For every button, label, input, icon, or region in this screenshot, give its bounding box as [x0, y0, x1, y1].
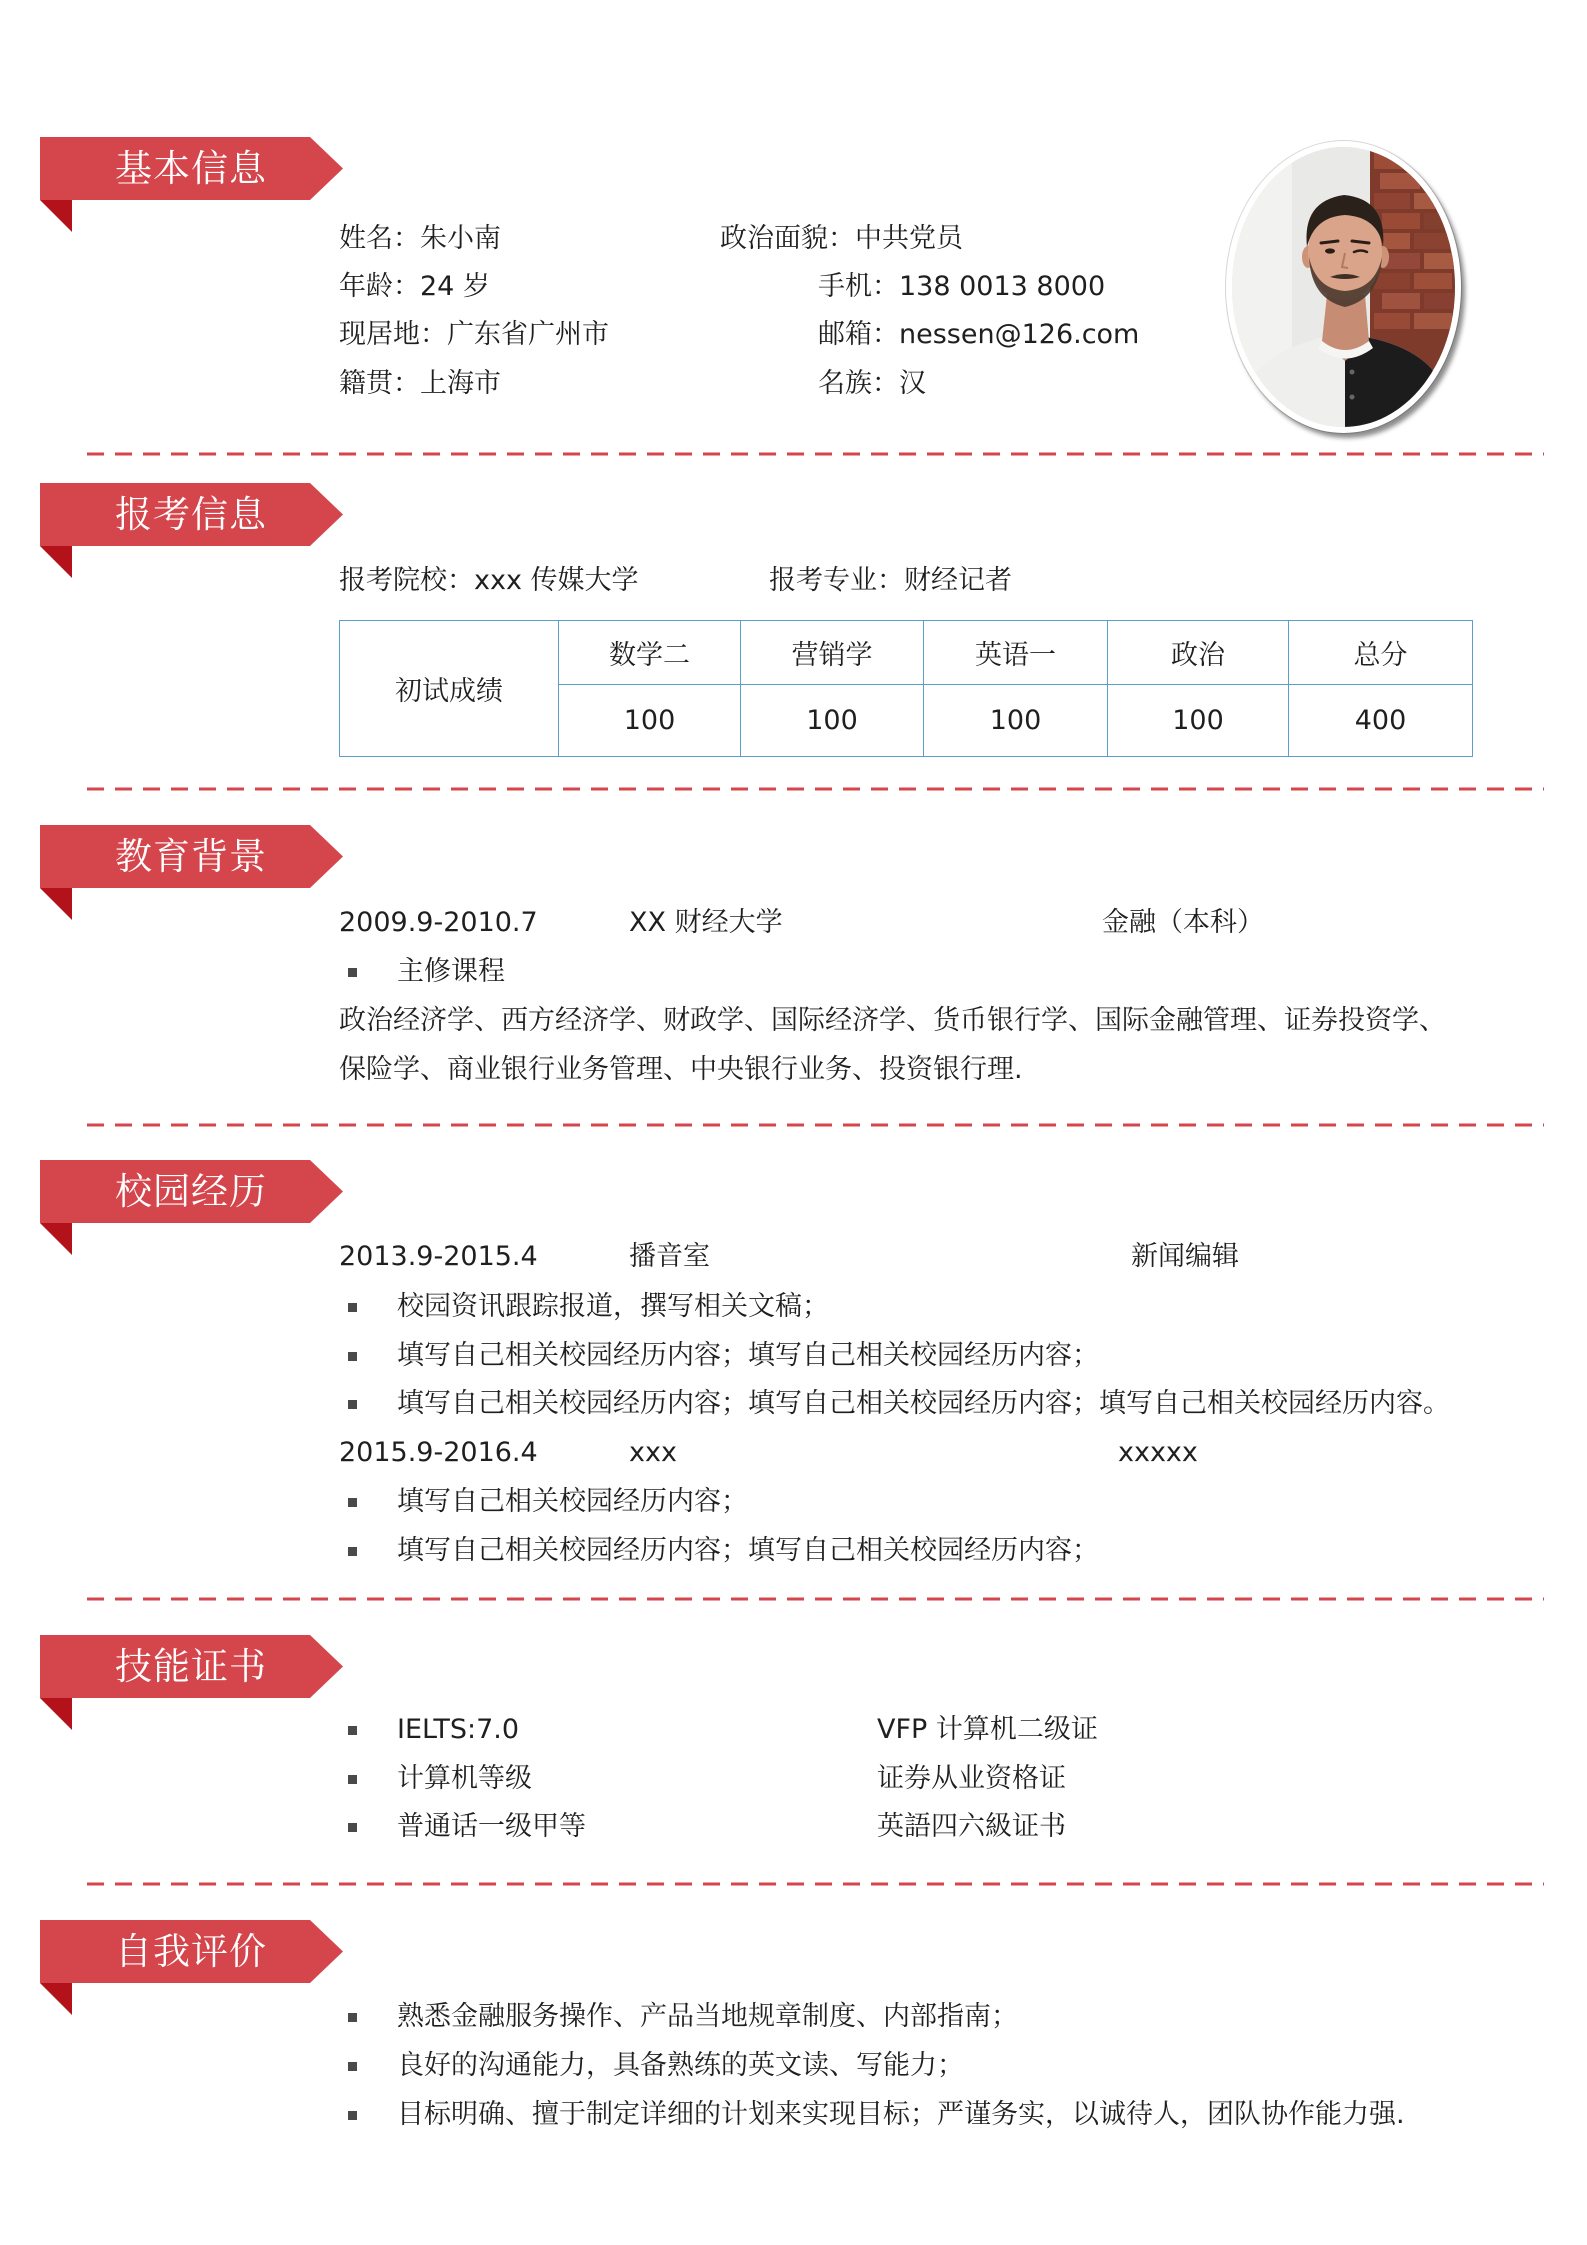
column-header-cell: 政治	[1108, 621, 1289, 685]
section-title-education: 教育背景	[115, 835, 267, 878]
list-item	[348, 1336, 1099, 1376]
bullet-icon	[348, 1303, 357, 1312]
skill-text: 计算机等级	[397, 1763, 532, 1794]
education-school: XX 财经大学	[629, 907, 783, 938]
field-label: 年龄：	[339, 271, 420, 302]
profile-photo	[1226, 141, 1461, 433]
campus-organization: 播音室	[629, 1241, 710, 1272]
section-title-exam-info: 报考信息	[115, 493, 267, 536]
section-title-basic-info: 基本信息	[115, 147, 267, 190]
section-banner-self-evaluation	[40, 1920, 343, 2015]
field-label: 名族：	[818, 368, 899, 399]
field-target-major	[769, 561, 1012, 601]
section-banner-exam-info	[40, 483, 343, 578]
field-value: 汉	[899, 368, 926, 399]
column-header-cell: 数学二	[559, 621, 741, 685]
column-header-cell: 营销学	[741, 621, 924, 685]
campus-period: 2015.9-2016.4	[339, 1437, 538, 1468]
section-title-self-evaluation: 自我评价	[115, 1930, 267, 1973]
campus-role: xxxxx	[1118, 1437, 1198, 1468]
field-political-status	[720, 219, 963, 259]
field-name	[339, 219, 501, 259]
field-label: 姓名：	[339, 223, 420, 254]
field-value: 138 0013 8000	[899, 271, 1106, 302]
field-value: 上海市	[420, 368, 501, 399]
list-item-text: 填写自己相关校园经历内容；	[397, 1486, 748, 1517]
table-header-row	[340, 621, 1473, 685]
education-major: 金融（本科）	[1102, 907, 1264, 938]
skill-text: 证券从业资格证	[877, 1763, 1066, 1794]
score-cell: 100	[1108, 685, 1289, 757]
list-item-text: 填写自己相关校园经历内容；填写自己相关校园经历内容；	[397, 1535, 1099, 1566]
bullet-icon	[348, 1547, 357, 1556]
bullet-icon	[348, 968, 357, 977]
field-label: 手机：	[818, 271, 899, 302]
list-item	[348, 1482, 748, 1522]
list-item-text: 填写自己相关校园经历内容；填写自己相关校园经历内容；	[397, 1340, 1099, 1371]
list-item	[348, 1759, 532, 1799]
section-banner-skills	[40, 1635, 343, 1730]
list-item	[348, 1997, 1018, 2037]
list-item	[348, 1287, 829, 1327]
section-divider	[87, 1597, 1544, 1601]
field-phone	[818, 267, 1105, 307]
field-residence	[339, 315, 609, 355]
column-header-cell: 英语一	[924, 621, 1108, 685]
list-item	[348, 1384, 1450, 1424]
skill-text: 英語四六級证书	[877, 1811, 1066, 1842]
field-value: 广东省广州市	[447, 319, 609, 350]
field-value: 财经记者	[904, 565, 1012, 596]
bullet-icon	[348, 1726, 357, 1735]
bullet-icon	[348, 1823, 357, 1832]
bullet-icon	[348, 1775, 357, 1784]
field-label: 邮箱：	[818, 319, 899, 350]
field-value: 中共党员	[855, 223, 963, 254]
courses-text-line: 政治经济学、西方经济学、财政学、国际经济学、货币银行学、国际金融管理、证券投资学、	[339, 1005, 1446, 1036]
field-age	[339, 267, 490, 307]
field-value: nessen@126.com	[899, 319, 1140, 350]
row-header-cell: 初试成绩	[340, 621, 559, 757]
score-cell: 100	[741, 685, 924, 757]
list-item-text: 良好的沟通能力，具备熟练的英文读、写能力；	[397, 2050, 964, 2081]
section-banner-campus	[40, 1160, 343, 1255]
section-title-skills: 技能证书	[115, 1645, 267, 1688]
field-label: 现居地：	[339, 319, 447, 350]
field-value: 朱小南	[420, 223, 501, 254]
list-item	[348, 1807, 586, 1847]
portrait-illustration	[1232, 147, 1455, 427]
list-item	[348, 2095, 1405, 2135]
courses-text-line: 保险学、商业银行业务管理、中央银行业务、投资银行理.	[339, 1054, 1023, 1085]
bullet-icon	[348, 1400, 357, 1409]
bullet-icon	[348, 2111, 357, 2120]
education-period: 2009.9-2010.7	[339, 907, 538, 938]
bullet-icon	[348, 1352, 357, 1361]
list-item	[348, 2046, 964, 2086]
total-score-cell: 400	[1289, 685, 1473, 757]
bullet-icon	[348, 1498, 357, 1507]
column-header-cell: 总分	[1289, 621, 1473, 685]
campus-period: 2013.9-2015.4	[339, 1241, 538, 1272]
section-banner-education	[40, 825, 343, 920]
list-item	[348, 1710, 519, 1750]
section-divider	[87, 452, 1544, 456]
exam-scores-table	[339, 620, 1473, 757]
field-label: 籍贯：	[339, 368, 420, 399]
section-banner-basic-info	[40, 137, 343, 232]
list-item-text: 熟悉金融服务操作、产品当地规章制度、内部指南；	[397, 2001, 1018, 2032]
section-divider	[87, 787, 1544, 791]
field-label: 报考院校：	[339, 565, 474, 596]
field-value: xxx 传媒大学	[474, 565, 639, 596]
score-cell: 100	[559, 685, 741, 757]
campus-organization: xxx	[629, 1437, 677, 1468]
list-item-text: 校园资讯跟踪报道，撰写相关文稿；	[397, 1291, 829, 1322]
list-item	[348, 1531, 1099, 1571]
field-hometown	[339, 364, 501, 404]
list-item	[348, 952, 505, 992]
field-value: 24 岁	[420, 271, 490, 302]
field-ethnicity	[818, 364, 926, 404]
section-divider	[87, 1882, 1544, 1886]
list-item-text: 填写自己相关校园经历内容；填写自己相关校园经历内容；填写自己相关校园经历内容。	[397, 1388, 1450, 1419]
courses-heading: 主修课程	[397, 956, 505, 987]
skill-text: 普通话一级甲等	[397, 1811, 586, 1842]
campus-role: 新闻编辑	[1131, 1241, 1239, 1272]
list-item-text: 目标明确、擅于制定详细的计划来实现目标；严谨务实，以诚待人，团队协作能力强.	[397, 2099, 1405, 2130]
field-label: 政治面貌：	[720, 223, 855, 254]
bullet-icon	[348, 2013, 357, 2022]
field-email	[818, 315, 1139, 355]
skill-text: VFP 计算机二级证	[877, 1714, 1098, 1745]
field-target-school	[339, 561, 639, 601]
score-cell: 100	[924, 685, 1108, 757]
section-divider	[87, 1123, 1544, 1127]
section-title-campus: 校园经历	[115, 1170, 267, 1213]
bullet-icon	[348, 2062, 357, 2071]
field-label: 报考专业：	[769, 565, 904, 596]
skill-text: IELTS:7.0	[397, 1714, 520, 1745]
